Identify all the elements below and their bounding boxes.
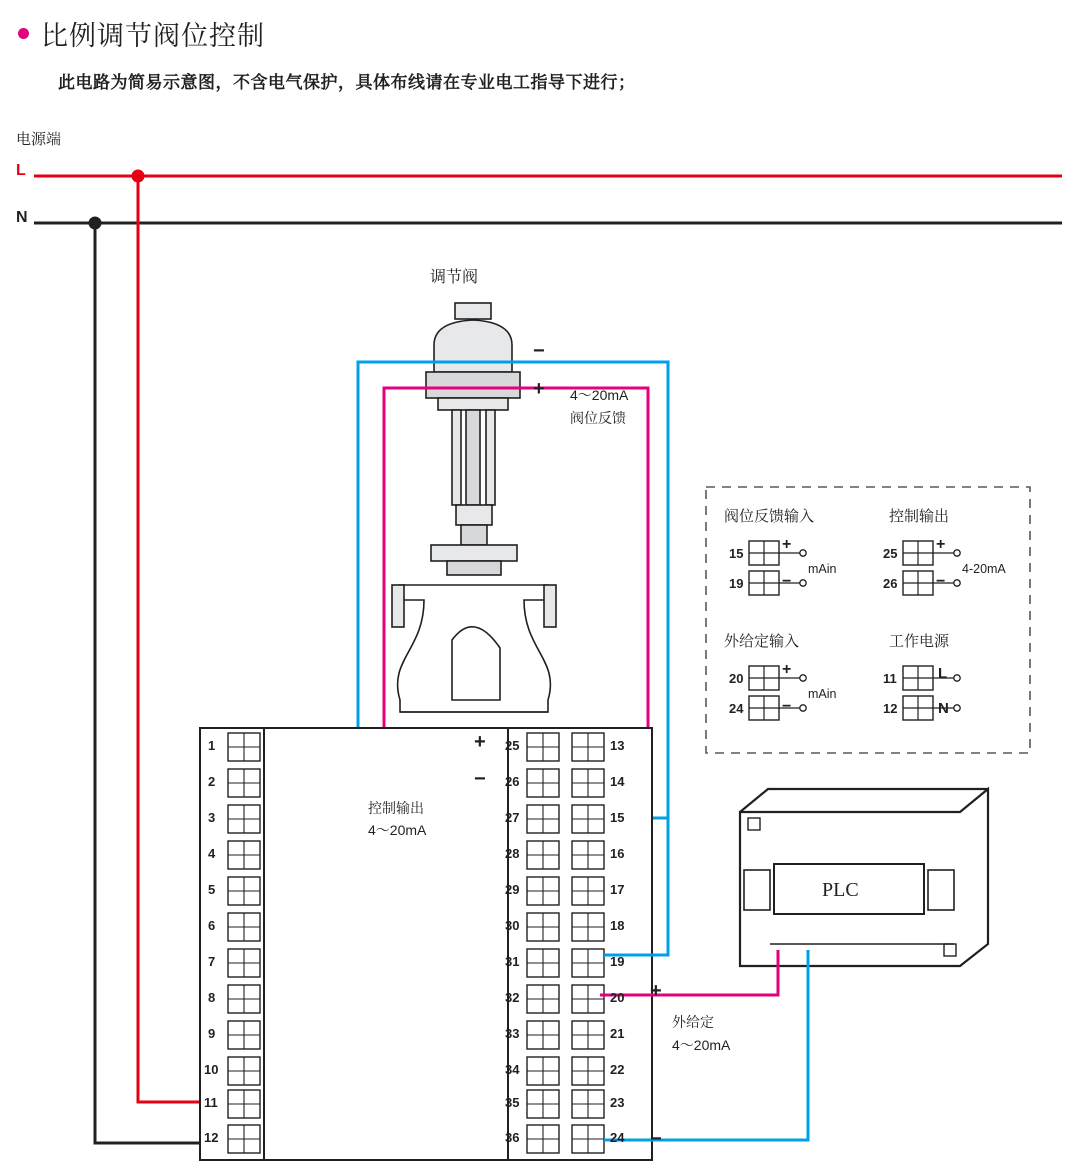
terminal-3: 3 — [208, 810, 216, 825]
terminal-22: 22 — [610, 1062, 625, 1077]
legend-note-feedback: mAin — [808, 562, 837, 576]
terminal-28: 28 — [505, 846, 520, 861]
terminal-15: 15 — [610, 810, 625, 825]
terminal-5: 5 — [208, 882, 216, 897]
power-line-l-label: L — [16, 162, 26, 179]
terminal-8: 8 — [208, 990, 216, 1005]
terminal-13: 13 — [610, 738, 625, 753]
terminal-18: 18 — [610, 918, 625, 933]
valve-feedback-label: 阀位反馈 — [570, 410, 626, 426]
control-valve-graphic — [392, 303, 556, 712]
plc-label: PLC — [822, 879, 859, 901]
terminal-16: 16 — [610, 846, 625, 861]
valve-label: 调节阀 — [430, 269, 479, 286]
terminal-32: 32 — [505, 990, 520, 1005]
valve-feedback-range: 4～20mA — [570, 387, 629, 403]
legend-note-setpoint: mAin — [808, 687, 837, 701]
controller-output-plus: + — [474, 731, 486, 753]
controller-output-label: 控制输出 — [368, 800, 424, 816]
legend-terminal-11: 11 — [883, 671, 897, 686]
valve-plus-sign: + — [533, 378, 545, 400]
legend-terminal-25: 25 — [883, 546, 898, 561]
legend-sign-25-plus: + — [936, 536, 946, 553]
terminal-11: 11 — [204, 1095, 218, 1110]
legend-note-output: 4-20mA — [962, 562, 1006, 576]
power-source-label: 电源端 — [16, 131, 62, 148]
power-line-n-label: N — [16, 209, 28, 226]
terminal-19: 19 — [610, 954, 625, 969]
terminal-30: 30 — [505, 918, 520, 933]
setpoint-minus: − — [650, 1128, 662, 1150]
terminal-14: 14 — [610, 774, 625, 789]
terminal-34: 34 — [505, 1062, 520, 1077]
controller-output-range: 4～20mA — [368, 822, 427, 838]
legend-terminal-12: 12 — [883, 701, 898, 716]
legend-sign-12-n: N — [938, 700, 949, 717]
setpoint-label: 外给定 — [672, 1014, 714, 1030]
page-title: 比例调节阀位控制 — [41, 21, 265, 51]
terminal-4: 4 — [208, 846, 216, 861]
terminal-26: 26 — [505, 774, 520, 789]
legend-sign-15-plus: + — [782, 536, 792, 553]
legend-sign-24-minus: − — [782, 698, 792, 715]
plc-graphic — [740, 789, 988, 966]
terminal-24: 24 — [610, 1130, 625, 1145]
terminal-29: 29 — [505, 882, 520, 897]
legend-title-feedback-input: 阀位反馈输入 — [724, 508, 815, 525]
legend-terminal-24: 24 — [729, 701, 744, 716]
legend-title-control-output: 控制输出 — [889, 508, 950, 525]
legend-sign-11-l: L — [938, 665, 948, 682]
legend-sign-20-plus: + — [782, 661, 792, 678]
setpoint-plus: + — [650, 980, 662, 1002]
terminal-33: 33 — [505, 1026, 520, 1041]
terminal-2: 2 — [208, 774, 216, 789]
terminal-35: 35 — [505, 1095, 520, 1110]
terminal-23: 23 — [610, 1095, 625, 1110]
terminal-10: 10 — [204, 1062, 219, 1077]
terminal-1: 1 — [208, 738, 216, 753]
legend-terminal-26: 26 — [883, 576, 898, 591]
legend-terminal-19: 19 — [729, 576, 744, 591]
terminal-9: 9 — [208, 1026, 216, 1041]
legend-title-power-supply: 工作电源 — [889, 633, 950, 650]
legend-title-external-setpoint: 外给定输入 — [724, 633, 800, 650]
page-subtitle: 此电路为简易示意图，不含电气保护，具体布线请在专业电工指导下进行； — [58, 73, 636, 92]
legend-sign-26-minus: − — [936, 573, 946, 590]
terminal-7: 7 — [208, 954, 216, 969]
terminal-6: 6 — [208, 918, 216, 933]
legend-terminal-15: 15 — [729, 546, 744, 561]
legend-sign-19-minus: − — [782, 573, 792, 590]
terminal-27: 27 — [505, 810, 520, 825]
terminal-25: 25 — [505, 738, 520, 753]
terminal-20: 20 — [610, 990, 625, 1005]
valve-minus-sign: − — [533, 340, 545, 362]
setpoint-range: 4～20mA — [672, 1037, 731, 1053]
terminal-36: 36 — [505, 1130, 520, 1145]
terminal-17: 17 — [610, 882, 625, 897]
legend-terminal-20: 20 — [729, 671, 744, 686]
controller-output-minus: − — [474, 768, 486, 790]
terminal-12: 12 — [204, 1130, 219, 1145]
terminal-21: 21 — [610, 1026, 625, 1041]
terminal-31: 31 — [505, 954, 520, 969]
